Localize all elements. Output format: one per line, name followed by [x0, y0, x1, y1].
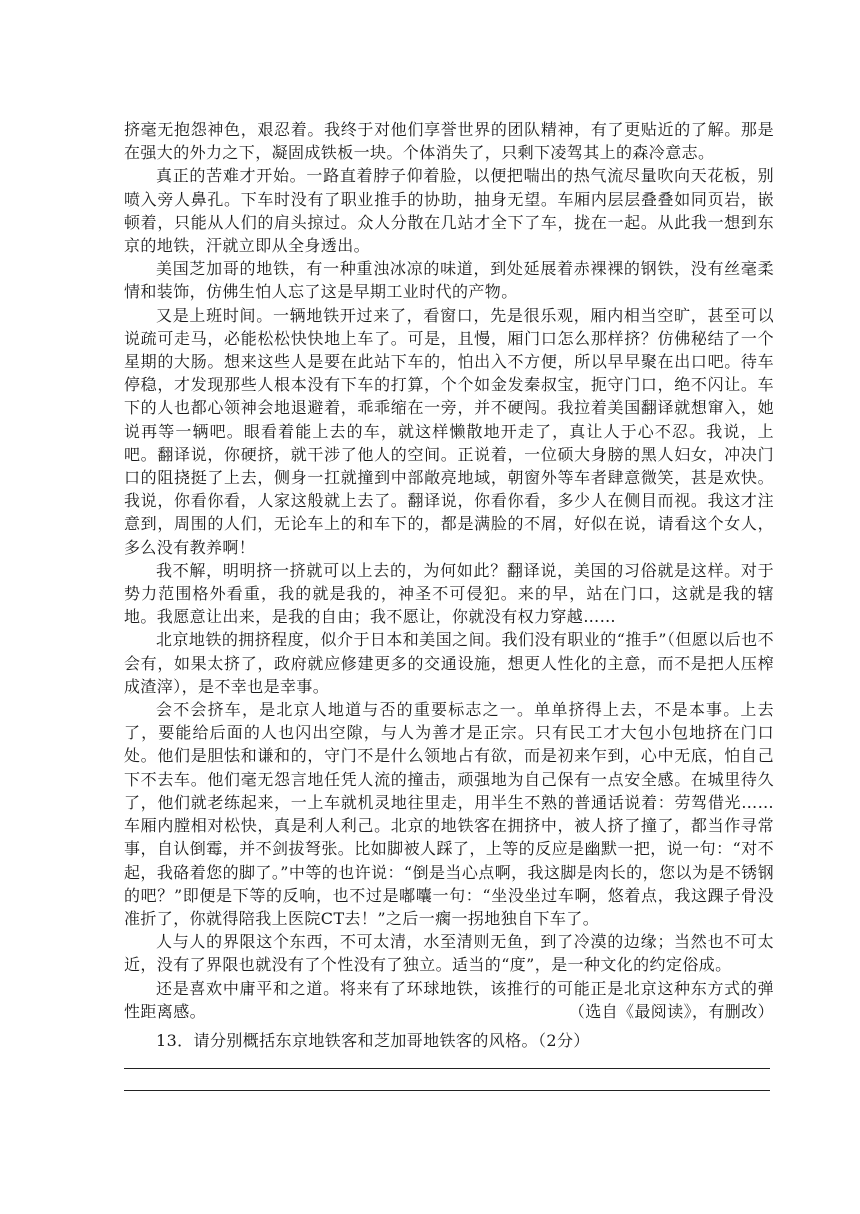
article-paragraph-4: 又是上班时间。一辆地铁开过来了，看窗口，先是很乐观，厢内相当空旷，甚至可以说疏可走马，必能松松快快地上车了。可是，且慢，厢门口怎么那样挤？仿佛秘结了一个星期的大肠。想来这些人是要在此站下车的，怕出入不方便，所以早早聚在出口吧。待车停稳，才发现那些人根本没有下车的打算，个个如金发秦叔宝，扼守门口，绝不闪让。车下的人也都心领神会地退避着，乖乖缩在一旁，并不硬闯。我拉着美国翻译就想窜入，她说再等一辆吧。眼看着能上去的车，就这样懒散地开走了，真让人于心不忍。我说，上吧。翻译说，你硬挤，就干涉了他人的空间。正说着，一位硕大身膀的黑人妇女，冲决门口的阻挠挺了上去，侧身一扛就撞到中部敞亮地域，朝窗外等车者肆意微笑，甚是欢快。我说，你看你看，人家这般就上去了。翻译说，你看你看，多少人在侧目而视。我这才注意到，周围的人们，无论车上的和车下的，都是满脸的不屑，好似在说，请看这个女人，多么没有教养啊！ — [124, 305, 774, 557]
source-note: （选自《最阅读》，有删改） — [568, 1001, 774, 1021]
article-paragraph-2: 真正的苦难才开始。一路直着脖子仰着脸，以便把喘出的热气流尽量吹向天花板，别喷入旁人鼻孔。下车时没有了职业推手的协助，抽身无望。车厢内层层叠叠如同页岩，嵌顿着，只能从人们的肩头掠过。众人分散在几站才全下了车，拢在一起。从此我一想到东京的地铁，汗就立即从全身透出。 — [124, 166, 774, 256]
article-paragraph-1: 挤毫无抱怨神色，艰忍着。我终于对他们享誉世界的团队精神，有了更贴近的了解。那是在强大的外力之下，凝固成铁板一块。个体消失了，只剩下凌驾其上的森冷意志。 — [124, 120, 774, 163]
article-paragraph-8: 人与人的界限这个东西，不可太清，水至清则无鱼，到了冷漠的边缘；当然也不可太近，没有了界限也就没有了个性没有了独立。适当的“度”，是一种文化的约定俗成。 — [124, 932, 774, 975]
article-body — [124, 118, 774, 1023]
article-paragraph-7: 会不会挤车，是北京人地道与否的重要标志之一。单单挤得上去，不是本事。上去了，要能给后面的人也闪出空隙，与人为善才是正宗。只有民工才大包小包地挤在门口处。他们是胆怯和谦和的，守门不是什么领地占有欲，而是初来乍到，心中无底，怕自己下不去车。他们毫无怨言地任凭人流的撞击，顽强地为自己保有一点安全感。在城里待久了，他们就老练起来，一上车就机灵地往里走，用半生不熟的普通话说着：劳驾借光……车厢内膛相对松快，真是利人利己。北京的地铁客在拥挤中，被人挤了撞了，都当作寻常事，自认倒霉，并不剑拔弩张。比如脚被人踩了，上等的反应是幽默一把，说一句：“对不起，我硌着您的脚了。”中等的也许说：“倒是当心点啊，我这脚是肉长的，您以为是不锈钢的吧？”即便是下等的反响，也不过是嘟囔一句：“坐没坐过车啊，悠着点，我这踝子骨没准折了，你就得陪我上医院CT去！”之后一瘸一拐地独自下车了。 — [124, 700, 774, 928]
answer-line — [124, 1068, 770, 1069]
article-paragraph-6: 北京地铁的拥挤程度，似介于日本和美国之间。我们没有职业的“推手”（但愿以后也不会有，如果太挤了，政府就应修建更多的交通设施，想更人性化的主意，而不是把人压榨成渣滓），是不幸也是幸事。 — [124, 630, 774, 696]
article-paragraph-9-text: 还是喜欢中庸平和之道。将来有了环球地铁，该推行的可能正是北京这种东方式的弹性距离感。 — [124, 978, 774, 1021]
article-paragraph-5: 我不解，明明挤一挤就可以上去的，为何如此？翻译说，美国的习俗就是这样。对于势力范围格外看重，我的就是我的，神圣不可侵犯。来的早，站在门口，这就是我的辖地。我愿意让出来，是我的自由；我不愿让，你就没有权力穿越…… — [124, 560, 774, 627]
article-paragraph-9 — [124, 977, 774, 1023]
article-paragraph-3: 美国芝加哥的地铁，有一种重浊冰凉的味道，到处延展着赤裸裸的钢铁，没有丝毫柔情和装饰，仿佛生怕人忘了这是早期工业时代的产物。 — [124, 259, 774, 302]
answer-line — [124, 1090, 770, 1091]
question-13: 13．请分别概括东京地铁客和芝加哥地铁客的风格。（2分） — [156, 1031, 590, 1050]
